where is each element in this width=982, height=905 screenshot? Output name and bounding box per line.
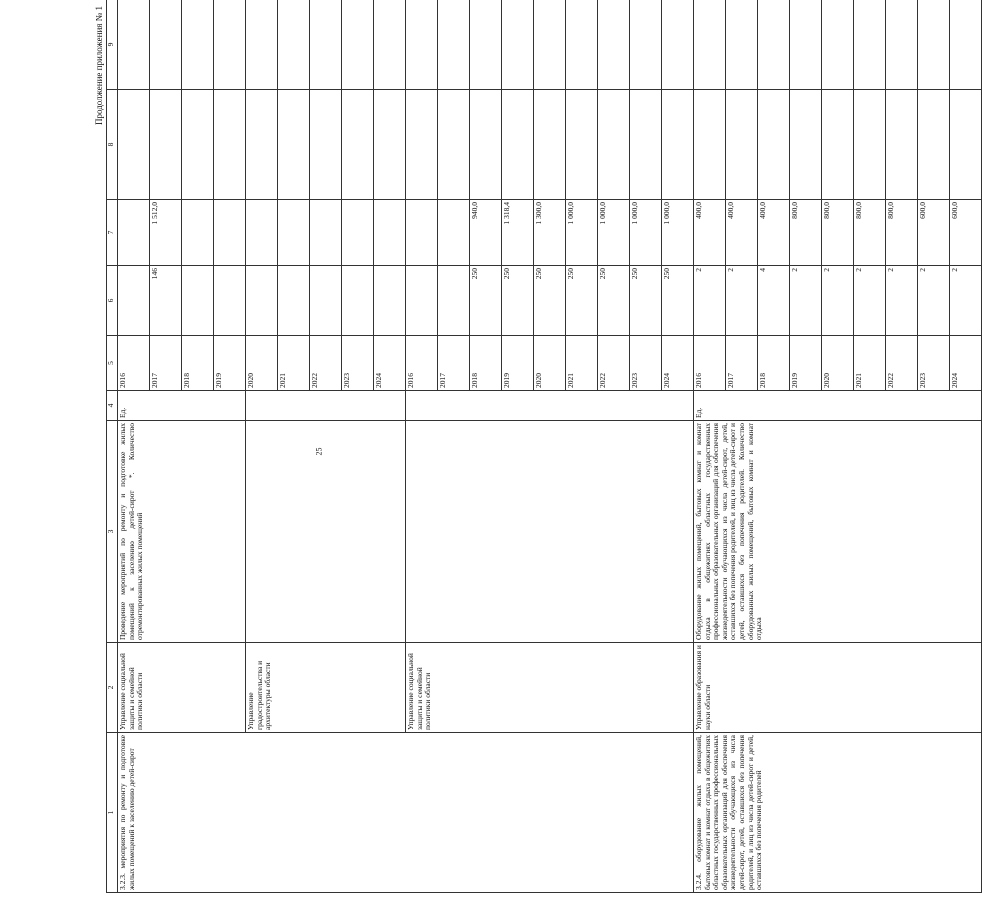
empty-cell: [886, 0, 918, 90]
empty-cell: [662, 90, 694, 200]
empty-cell: [246, 90, 278, 200]
quantity-cell: [118, 266, 150, 336]
amount-cell: [406, 200, 438, 266]
empty-cell: [150, 0, 182, 90]
quantity-cell: 250: [630, 266, 662, 336]
amount-cell: [438, 200, 470, 266]
empty-cell: [406, 90, 438, 200]
year-cell: 2019: [214, 336, 246, 391]
empty-cell: [630, 0, 662, 90]
empty-cell: [534, 0, 566, 90]
column-number-row: [107, 0, 118, 893]
empty-cell: [918, 90, 950, 200]
amount-cell: 800,0: [886, 200, 918, 266]
empty-cell: [726, 0, 758, 90]
empty-cell: [438, 0, 470, 90]
empty-cell: [310, 90, 342, 200]
year-cell: 2023: [342, 336, 374, 391]
quantity-cell: 4: [758, 266, 790, 336]
amount-cell: [342, 200, 374, 266]
description-cell: [246, 421, 406, 643]
column-number: 7: [107, 200, 118, 266]
amount-cell: 1 318,4: [502, 200, 534, 266]
empty-cell: [790, 0, 822, 90]
quantity-cell: 250: [566, 266, 598, 336]
quantity-cell: [246, 266, 278, 336]
description-cell: [406, 421, 694, 643]
amount-cell: 800,0: [822, 200, 854, 266]
quantity-cell: [214, 266, 246, 336]
amount-cell: 1 000,0: [598, 200, 630, 266]
quantity-cell: [342, 266, 374, 336]
empty-cell: [310, 0, 342, 90]
quantity-cell: 250: [502, 266, 534, 336]
table-row: [694, 0, 726, 893]
year-cell: 2018: [470, 336, 502, 391]
amount-cell: 1 512,0: [150, 200, 182, 266]
empty-cell: [726, 90, 758, 200]
empty-cell: [502, 0, 534, 90]
year-cell: 2022: [598, 336, 630, 391]
year-cell: 2024: [950, 336, 982, 391]
empty-cell: [886, 90, 918, 200]
amount-cell: 800,0: [854, 200, 886, 266]
year-cell: 2020: [534, 336, 566, 391]
amount-cell: 1 000,0: [630, 200, 662, 266]
year-cell: 2023: [918, 336, 950, 391]
year-cell: 2021: [854, 336, 886, 391]
quantity-cell: [438, 266, 470, 336]
quantity-cell: [182, 266, 214, 336]
empty-cell: [950, 0, 982, 90]
quantity-cell: 250: [598, 266, 630, 336]
empty-cell: [566, 0, 598, 90]
amount-cell: [374, 200, 406, 266]
empty-cell: [182, 0, 214, 90]
page-number: 25: [314, 447, 324, 456]
amount-cell: 400,0: [694, 200, 726, 266]
executor-cell: Управление социальной защиты и семейной политики области: [118, 643, 246, 733]
empty-cell: [598, 0, 630, 90]
description-cell: Оборудование жилых помещений, бытовых комнат и комнат отдыха в общежитиях областных государственных профессиональных образовательных организаций для обеспечения жизнедеятельности обучающихся из числа детей-сирот, детей, оставшихся без попечения родителей, и лиц из числа детей-сирот и детей, оставшихся без попечения родителей. Количество оборудованных жилых помещений, бытовых комнат и комнат отдыха: [694, 421, 982, 643]
year-cell: 2021: [278, 336, 310, 391]
empty-cell: [662, 0, 694, 90]
unit-cell: [246, 391, 406, 421]
empty-cell: [438, 90, 470, 200]
year-cell: 2024: [662, 336, 694, 391]
empty-cell: [406, 0, 438, 90]
empty-cell: [694, 90, 726, 200]
empty-cell: [790, 90, 822, 200]
quantity-cell: [374, 266, 406, 336]
empty-cell: [534, 90, 566, 200]
year-cell: 2018: [758, 336, 790, 391]
quantity-cell: 2: [918, 266, 950, 336]
empty-cell: [118, 90, 150, 200]
quantity-cell: 2: [726, 266, 758, 336]
amount-cell: 800,0: [790, 200, 822, 266]
amount-cell: [246, 200, 278, 266]
quantity-cell: 2: [854, 266, 886, 336]
year-cell: 2017: [438, 336, 470, 391]
column-number: 9: [107, 0, 118, 90]
empty-cell: [150, 90, 182, 200]
amount-cell: [310, 200, 342, 266]
year-cell: 2022: [886, 336, 918, 391]
year-cell: 2017: [150, 336, 182, 391]
quantity-cell: 2: [790, 266, 822, 336]
empty-cell: [694, 0, 726, 90]
empty-cell: [470, 0, 502, 90]
amount-cell: [182, 200, 214, 266]
empty-cell: [374, 0, 406, 90]
quantity-cell: [406, 266, 438, 336]
empty-cell: [758, 90, 790, 200]
year-cell: 2016: [118, 336, 150, 391]
quantity-cell: [278, 266, 310, 336]
year-cell: 2021: [566, 336, 598, 391]
year-cell: 2019: [790, 336, 822, 391]
empty-cell: [502, 90, 534, 200]
empty-cell: [630, 90, 662, 200]
quantity-cell: 250: [662, 266, 694, 336]
empty-cell: [758, 0, 790, 90]
unit-cell: [406, 391, 694, 421]
unit-cell: Ед.: [118, 391, 246, 421]
column-number: 8: [107, 90, 118, 200]
executor-cell: Управление градостроительства и архитектуры области: [246, 643, 406, 733]
empty-cell: [182, 90, 214, 200]
year-cell: 2016: [694, 336, 726, 391]
unit-cell: Ед.: [694, 391, 982, 421]
empty-cell: [918, 0, 950, 90]
amount-cell: 1 000,0: [662, 200, 694, 266]
empty-cell: [854, 90, 886, 200]
amount-cell: 400,0: [726, 200, 758, 266]
measure-cell: 3.2.4. оборудование жилых помещений, бытовых комнат и комнат отдыха в общежитиях областных государственных профессиональных образовательных организаций для обеспечения жизнедеятельности обучающихся из числа детей-сирот, детей, оставшихся без попечения родителей, и лиц из числа детей-сирот и детей, оставшихся без попечения родителей: [694, 733, 982, 893]
year-cell: 2017: [726, 336, 758, 391]
year-cell: 2019: [502, 336, 534, 391]
amount-cell: [278, 200, 310, 266]
empty-cell: [854, 0, 886, 90]
column-number: 6: [107, 266, 118, 336]
empty-cell: [470, 90, 502, 200]
rotated-sheet: [92, 0, 959, 893]
empty-cell: [822, 90, 854, 200]
year-cell: 2023: [630, 336, 662, 391]
column-number: 2: [107, 643, 118, 733]
empty-cell: [566, 90, 598, 200]
column-number: 1: [107, 733, 118, 893]
table-row: [118, 0, 150, 893]
amount-cell: 1 000,0: [566, 200, 598, 266]
empty-cell: [278, 0, 310, 90]
table-body: [118, 0, 982, 893]
amount-cell: 600,0: [918, 200, 950, 266]
year-cell: 2020: [246, 336, 278, 391]
year-cell: 2016: [406, 336, 438, 391]
empty-cell: [598, 90, 630, 200]
description-cell: Проведение мероприятий по ремонту и подготовке жилых помещений к заселению детей-сирот *. Количество отремонтированных жилых помещений: [118, 421, 246, 643]
measure-cell: 3.2.3. мероприятия по ремонту и подготовке жилых помещений к заселению детей-сирот: [118, 733, 694, 893]
quantity-cell: 250: [534, 266, 566, 336]
empty-cell: [214, 0, 246, 90]
quantity-cell: 2: [886, 266, 918, 336]
amount-cell: 940,0: [470, 200, 502, 266]
quantity-cell: [310, 266, 342, 336]
quantity-cell: 146: [150, 266, 182, 336]
executor-cell: Управление социальной защиты и семейной политики области: [406, 643, 694, 733]
empty-cell: [118, 0, 150, 90]
amount-cell: 1 300,0: [534, 200, 566, 266]
column-number: 5: [107, 336, 118, 391]
column-number: 4: [107, 391, 118, 421]
amount-cell: 400,0: [758, 200, 790, 266]
empty-cell: [374, 90, 406, 200]
year-cell: 2020: [822, 336, 854, 391]
quantity-cell: 2: [694, 266, 726, 336]
empty-cell: [278, 90, 310, 200]
amount-cell: [214, 200, 246, 266]
empty-cell: [950, 90, 982, 200]
quantity-cell: 2: [822, 266, 854, 336]
appendix-caption: Продолжение приложения № 1: [94, 6, 104, 126]
quantity-cell: 250: [470, 266, 502, 336]
executor-cell: Управление образования и науки области: [694, 643, 982, 733]
year-cell: 2022: [310, 336, 342, 391]
program-table: [106, 0, 982, 893]
empty-cell: [214, 90, 246, 200]
amount-cell: [118, 200, 150, 266]
empty-cell: [342, 90, 374, 200]
empty-cell: [246, 0, 278, 90]
year-cell: 2024: [374, 336, 406, 391]
quantity-cell: 2: [950, 266, 982, 336]
empty-cell: [342, 0, 374, 90]
empty-cell: [822, 0, 854, 90]
column-number: 3: [107, 421, 118, 643]
amount-cell: 600,0: [950, 200, 982, 266]
year-cell: 2018: [182, 336, 214, 391]
